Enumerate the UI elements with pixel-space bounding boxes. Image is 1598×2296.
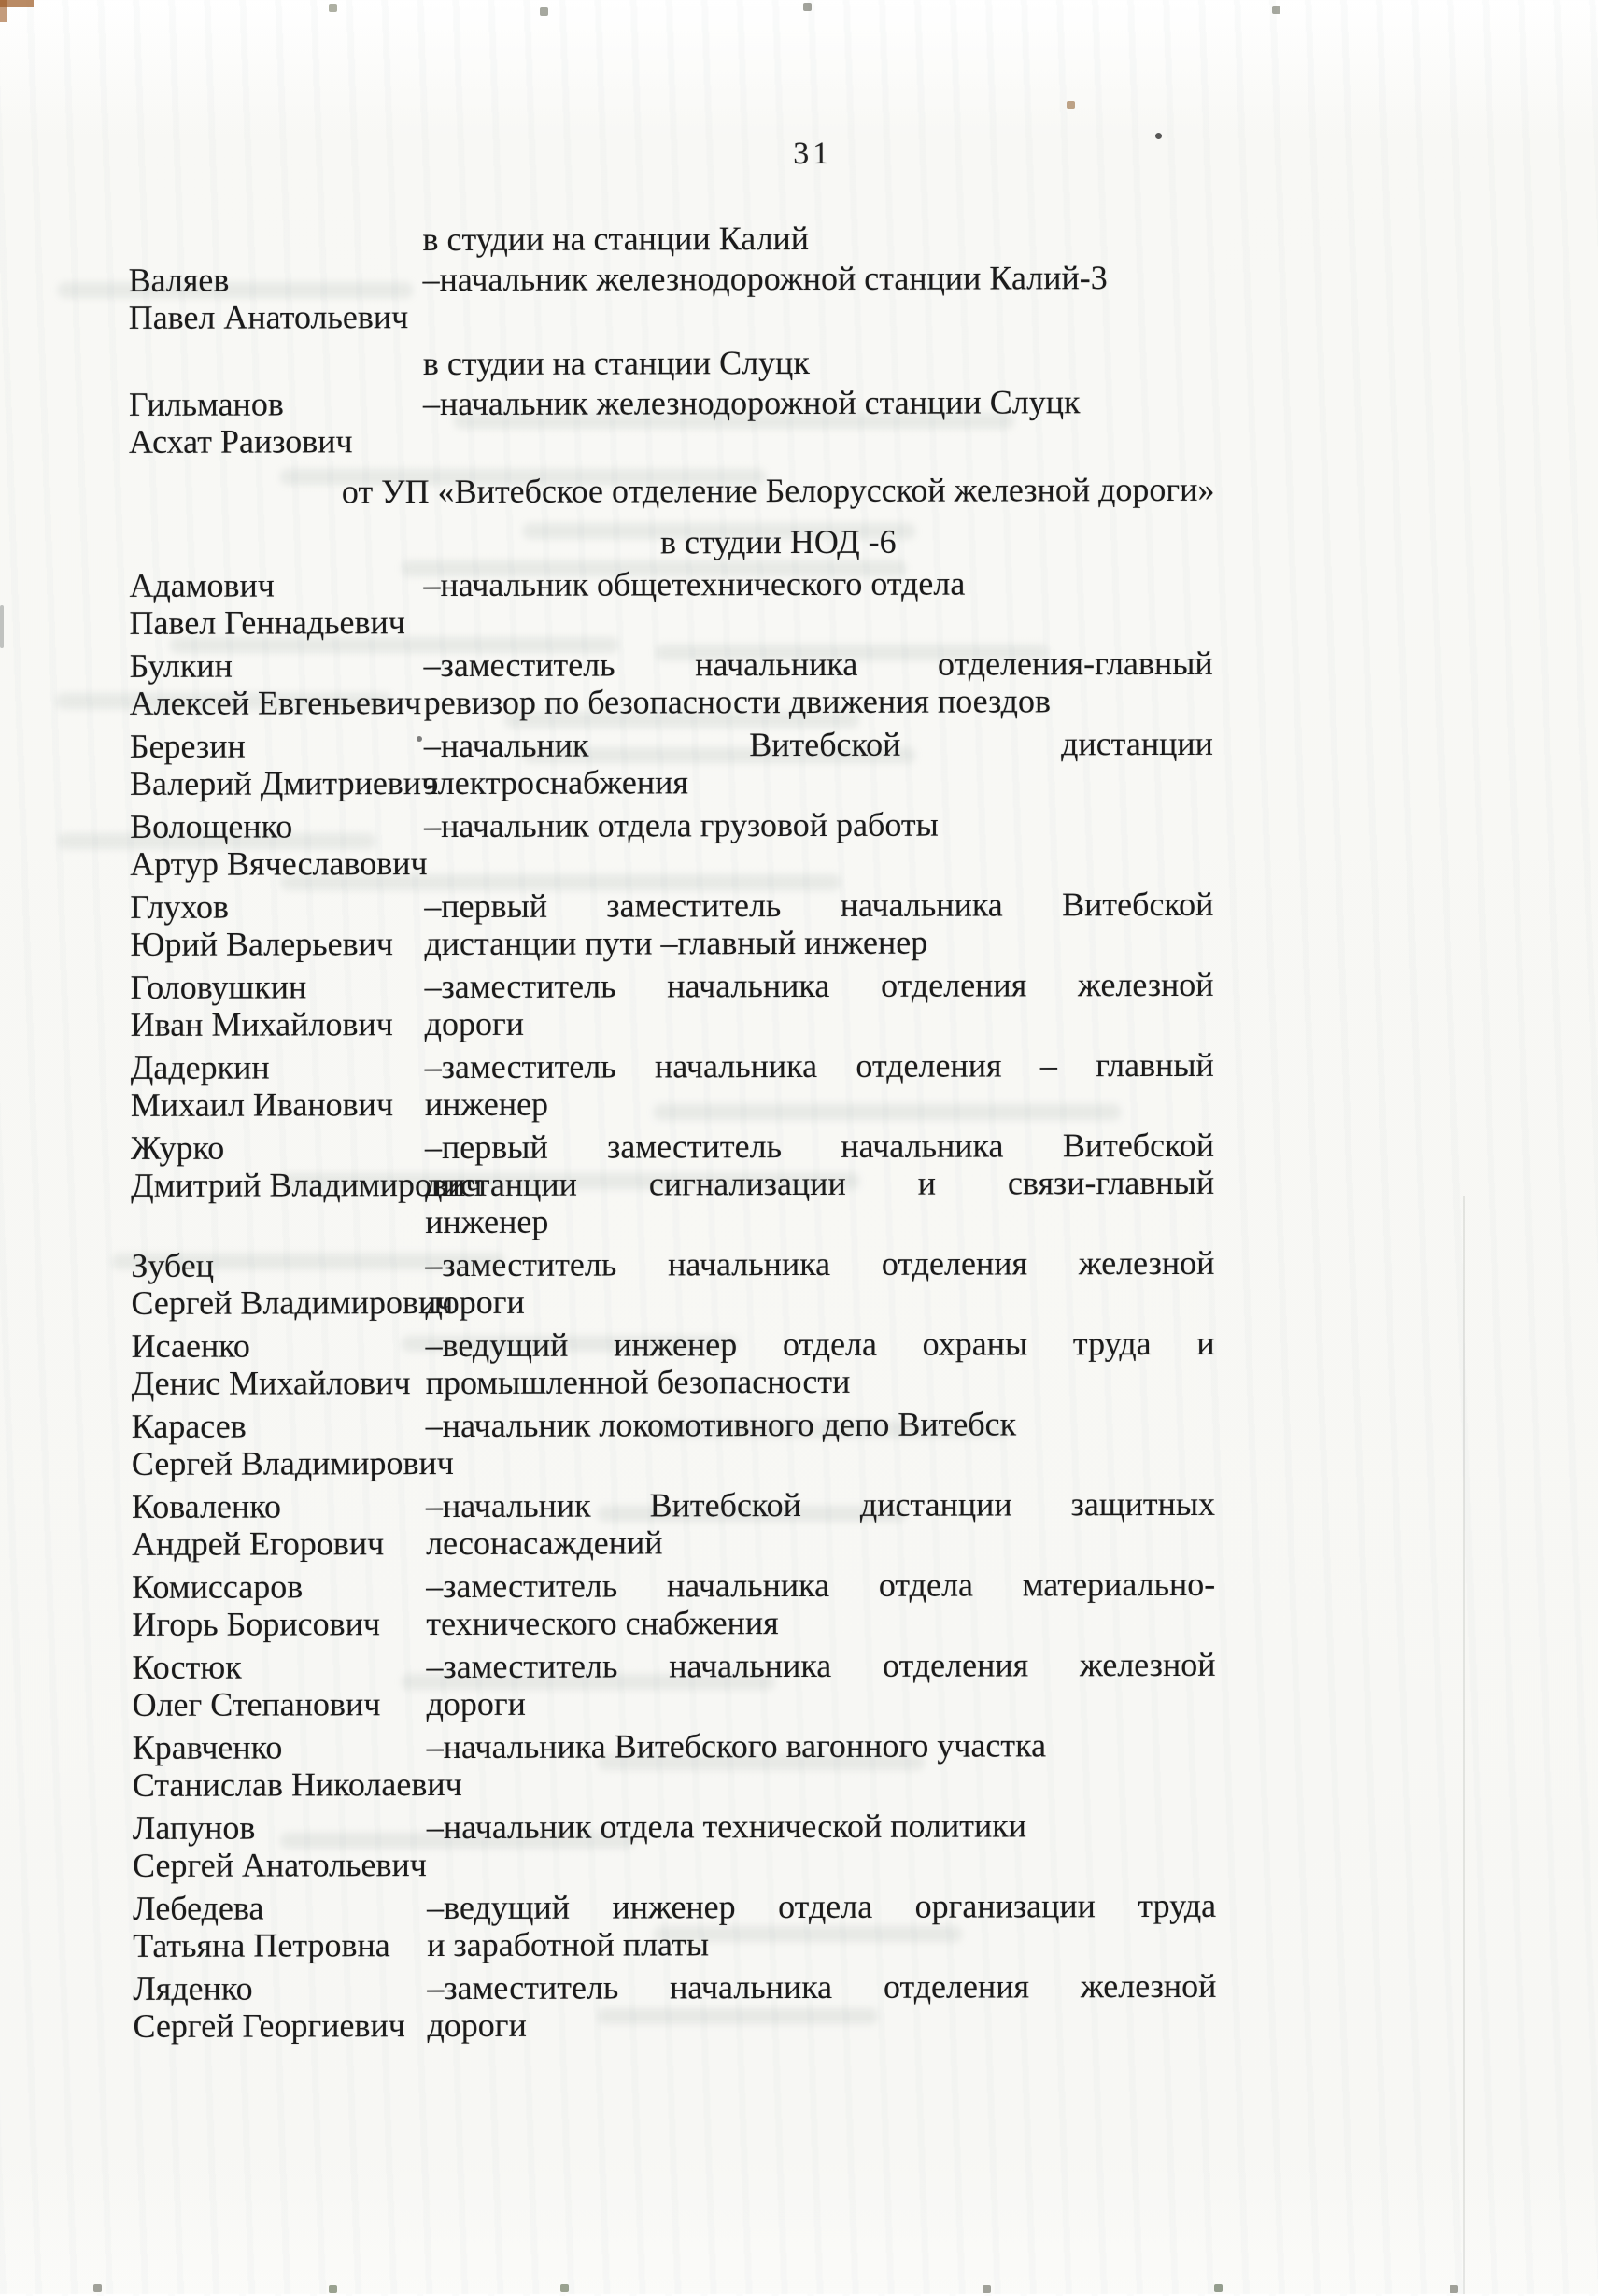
person-position	[423, 259, 1212, 335]
scan-artifact	[1214, 2284, 1223, 2292]
person-position	[424, 886, 1213, 962]
person-name-line: Олег Степанович	[132, 1685, 381, 1723]
person-name	[133, 1969, 427, 2045]
section-heading: в студии на станции Калий	[422, 219, 810, 259]
position-line: инженер	[424, 1084, 549, 1124]
scan-artifact	[93, 2284, 102, 2292]
person-name-line: Асхат Раизович	[128, 422, 353, 461]
person-name	[131, 1407, 454, 1482]
roster-entry	[130, 724, 1437, 802]
person-name	[130, 1128, 483, 1241]
roster-entry	[132, 1484, 1439, 1563]
person-position	[427, 1967, 1216, 2044]
scan-artifact	[1155, 133, 1162, 139]
position-line: –начальник железнодорожной станции Слуцк	[422, 383, 1081, 423]
person-name-line: Лебедева	[133, 1889, 264, 1927]
position-line: –заместитель начальника отдела материально-	[426, 1565, 1216, 1606]
person-name-line: Сергей Анатольевич	[132, 1846, 427, 1884]
person-name	[133, 1808, 427, 1884]
section-heading: в студии НОД -6	[659, 522, 897, 561]
roster-entry	[129, 258, 1436, 336]
position-line: дороги	[426, 1684, 526, 1723]
position-line: технического снабжения	[426, 1604, 779, 1643]
roster-entry	[132, 1565, 1439, 1643]
roster-entry	[131, 1126, 1438, 1241]
position-line: инженер	[425, 1202, 549, 1241]
section-heading: от УП «Витебское отделение Белорусской железной дороги»	[341, 470, 1215, 511]
roster-entry	[132, 1645, 1439, 1723]
person-name	[132, 1648, 426, 1723]
person-name-line: Михаил Иванович	[130, 1085, 394, 1124]
person-name	[131, 1246, 454, 1322]
person-name-line: Павел Анатольевич	[128, 298, 409, 336]
person-name-line: Артур Вячеславович	[130, 844, 428, 883]
person-name-line: Костюк	[132, 1648, 242, 1686]
person-name-line: Волощенко	[130, 807, 293, 845]
roster-entry	[133, 1966, 1440, 2045]
position-line: электроснабжения	[423, 763, 688, 802]
roster-entry	[133, 1806, 1440, 1884]
scan-artifact	[540, 7, 548, 16]
position-line: дороги	[424, 1004, 525, 1043]
person-position	[426, 1566, 1215, 1642]
person-name	[129, 727, 439, 802]
person-name	[132, 1487, 426, 1563]
person-name	[130, 646, 424, 722]
person-position	[425, 1046, 1214, 1123]
person-name	[132, 1326, 426, 1402]
roster-entry	[131, 1045, 1438, 1124]
scan-artifact	[1463, 1196, 1465, 2294]
person-name-line: Дмитрий Владимирович	[131, 1165, 483, 1204]
person-position	[426, 1405, 1215, 1481]
person-position	[426, 1485, 1215, 1562]
person-name-line: Коваленко	[131, 1487, 281, 1525]
position-line: –начальник отдела грузовой работы	[424, 805, 939, 845]
scan-artifact	[329, 2285, 337, 2293]
position-line: –первый заместитель начальника Витебской	[424, 1126, 1215, 1167]
position-line: –ведущий инженер отдела организации труда	[427, 1886, 1217, 1927]
position-line: дистанции сигнализации и связи-главный	[425, 1163, 1215, 1204]
person-position	[425, 1127, 1214, 1240]
position-line: –начальник железнодорожной станции Калий-3	[422, 259, 1108, 299]
person-name-line: Журко	[130, 1128, 225, 1167]
person-name-line: Татьяна Петровна	[133, 1926, 390, 1964]
person-name-line: Адамович	[129, 566, 275, 604]
scan-artifact	[1067, 101, 1075, 109]
person-name-line: Сергей Владимирович	[131, 1283, 454, 1322]
person-name-line: Иван Михайлович	[130, 1005, 393, 1043]
person-position	[427, 1807, 1216, 1883]
position-line: и заработной платы	[427, 1925, 710, 1964]
position-line: –заместитель начальника отделения – главный	[424, 1045, 1214, 1086]
person-position	[424, 966, 1213, 1042]
person-name-line: Глухов	[130, 887, 230, 926]
scan-artifact	[1272, 6, 1280, 14]
person-name-line: Комиссаров	[132, 1567, 304, 1606]
position-line: дороги	[427, 2005, 527, 2045]
person-name	[130, 887, 424, 963]
person-position	[426, 1646, 1215, 1722]
position-line: –заместитель начальника отделения железной	[425, 1243, 1215, 1284]
roster-entry	[132, 1404, 1439, 1482]
person-position	[423, 564, 1212, 641]
roster-entry	[130, 885, 1437, 963]
roster-entry	[131, 1243, 1438, 1322]
person-name	[129, 385, 423, 461]
person-name-line: Гильманов	[128, 385, 284, 423]
position-line: –первый заместитель начальника Витебской	[424, 885, 1214, 926]
person-name-line: Павел Геннадьевич	[129, 603, 405, 642]
person-name	[132, 1728, 462, 1804]
position-line: лесонасаждений	[426, 1524, 663, 1563]
person-name	[132, 1567, 426, 1643]
scan-artifact	[983, 2285, 991, 2293]
position-line: –заместитель начальника отделения-главный	[423, 644, 1213, 685]
position-line: –ведущий инженер отдела охраны труда и	[425, 1324, 1215, 1365]
person-name-line: Головушкин	[130, 968, 307, 1006]
scan-artifact	[329, 4, 337, 12]
position-line: –начальник общетехнического отдела	[423, 564, 966, 604]
person-position	[424, 725, 1213, 801]
position-line: дистанции пути –главный инженер	[424, 923, 928, 963]
roster-list	[128, 208, 1440, 2050]
person-name-line: Булкин	[129, 646, 233, 685]
person-position	[425, 1244, 1214, 1321]
person-name-line: Лапунов	[132, 1808, 256, 1847]
person-name	[129, 261, 423, 336]
position-line: –начальник отдела технической политики	[426, 1807, 1027, 1847]
position-line: –начальника Витебского вагонного участка	[426, 1726, 1047, 1766]
position-line: –заместитель начальника отделения железной	[426, 1645, 1216, 1686]
roster-entry	[129, 563, 1436, 642]
roster-entry	[133, 1725, 1440, 1804]
position-line: –заместитель начальника отделения железной	[424, 965, 1214, 1006]
roster-entry	[133, 1886, 1440, 1964]
person-name-line: Сергей Георгиевич	[133, 2006, 405, 2045]
person-name-line: Кравченко	[132, 1728, 283, 1766]
roster-entry	[130, 804, 1437, 883]
person-position	[427, 1726, 1216, 1803]
person-name	[130, 968, 424, 1043]
person-name-line: Игорь Борисович	[132, 1605, 380, 1643]
position-line: –начальник Витебской дистанции защитных	[425, 1484, 1216, 1525]
person-name-line: Дадеркин	[130, 1048, 270, 1086]
person-position	[424, 805, 1213, 882]
person-name-line: Юрий Валерьевич	[130, 925, 394, 963]
person-name-line: Валерий Дмитриевич	[129, 764, 439, 802]
person-name-line: Сергей Владимирович	[131, 1443, 454, 1482]
page-number: 31	[793, 135, 833, 172]
person-name-line: Ляденко	[133, 1969, 253, 2007]
roster-entry	[130, 965, 1437, 1043]
position-line: дороги	[425, 1283, 525, 1322]
scan-artifact	[0, 0, 7, 22]
person-name-line: Березин	[129, 727, 246, 765]
person-name-line: Зубец	[131, 1246, 215, 1284]
position-line: –начальник Витебской дистанции	[423, 724, 1213, 765]
scan-artifact	[1450, 2285, 1458, 2293]
person-name	[133, 1889, 427, 1964]
person-name-line: Алексей Евгеньевич	[129, 684, 422, 722]
position-line: –заместитель начальника отделения железной	[427, 1966, 1217, 2007]
roster-entry	[129, 382, 1436, 461]
position-line: –начальник локомотивного депо Витебск	[425, 1405, 1017, 1445]
roster-entry	[130, 644, 1437, 722]
person-name-line: Денис Михайлович	[131, 1364, 411, 1402]
person-name-line: Исаенко	[131, 1326, 250, 1365]
scan-artifact	[0, 605, 4, 648]
position-line: промышленной безопасности	[425, 1362, 851, 1402]
scan-artifact	[417, 736, 422, 742]
person-name	[129, 566, 423, 642]
person-name-line: Карасев	[131, 1407, 247, 1445]
person-name-line: Станислав Николаевич	[132, 1765, 462, 1804]
scan-artifact	[560, 2284, 569, 2292]
person-name	[130, 807, 428, 883]
person-position	[423, 383, 1212, 460]
position-line: ревизор по безопасности движения поездов	[423, 682, 1052, 722]
scan-artifact	[803, 3, 812, 11]
roster-entry	[132, 1324, 1439, 1402]
person-position	[426, 1325, 1215, 1401]
person-name	[131, 1048, 425, 1124]
person-name-line: Андрей Егорович	[132, 1524, 385, 1563]
section-heading: в студии на станции Слуцк	[422, 343, 810, 383]
person-position	[427, 1887, 1216, 1963]
person-position	[424, 645, 1213, 721]
person-name-line: Валяев	[128, 261, 230, 299]
